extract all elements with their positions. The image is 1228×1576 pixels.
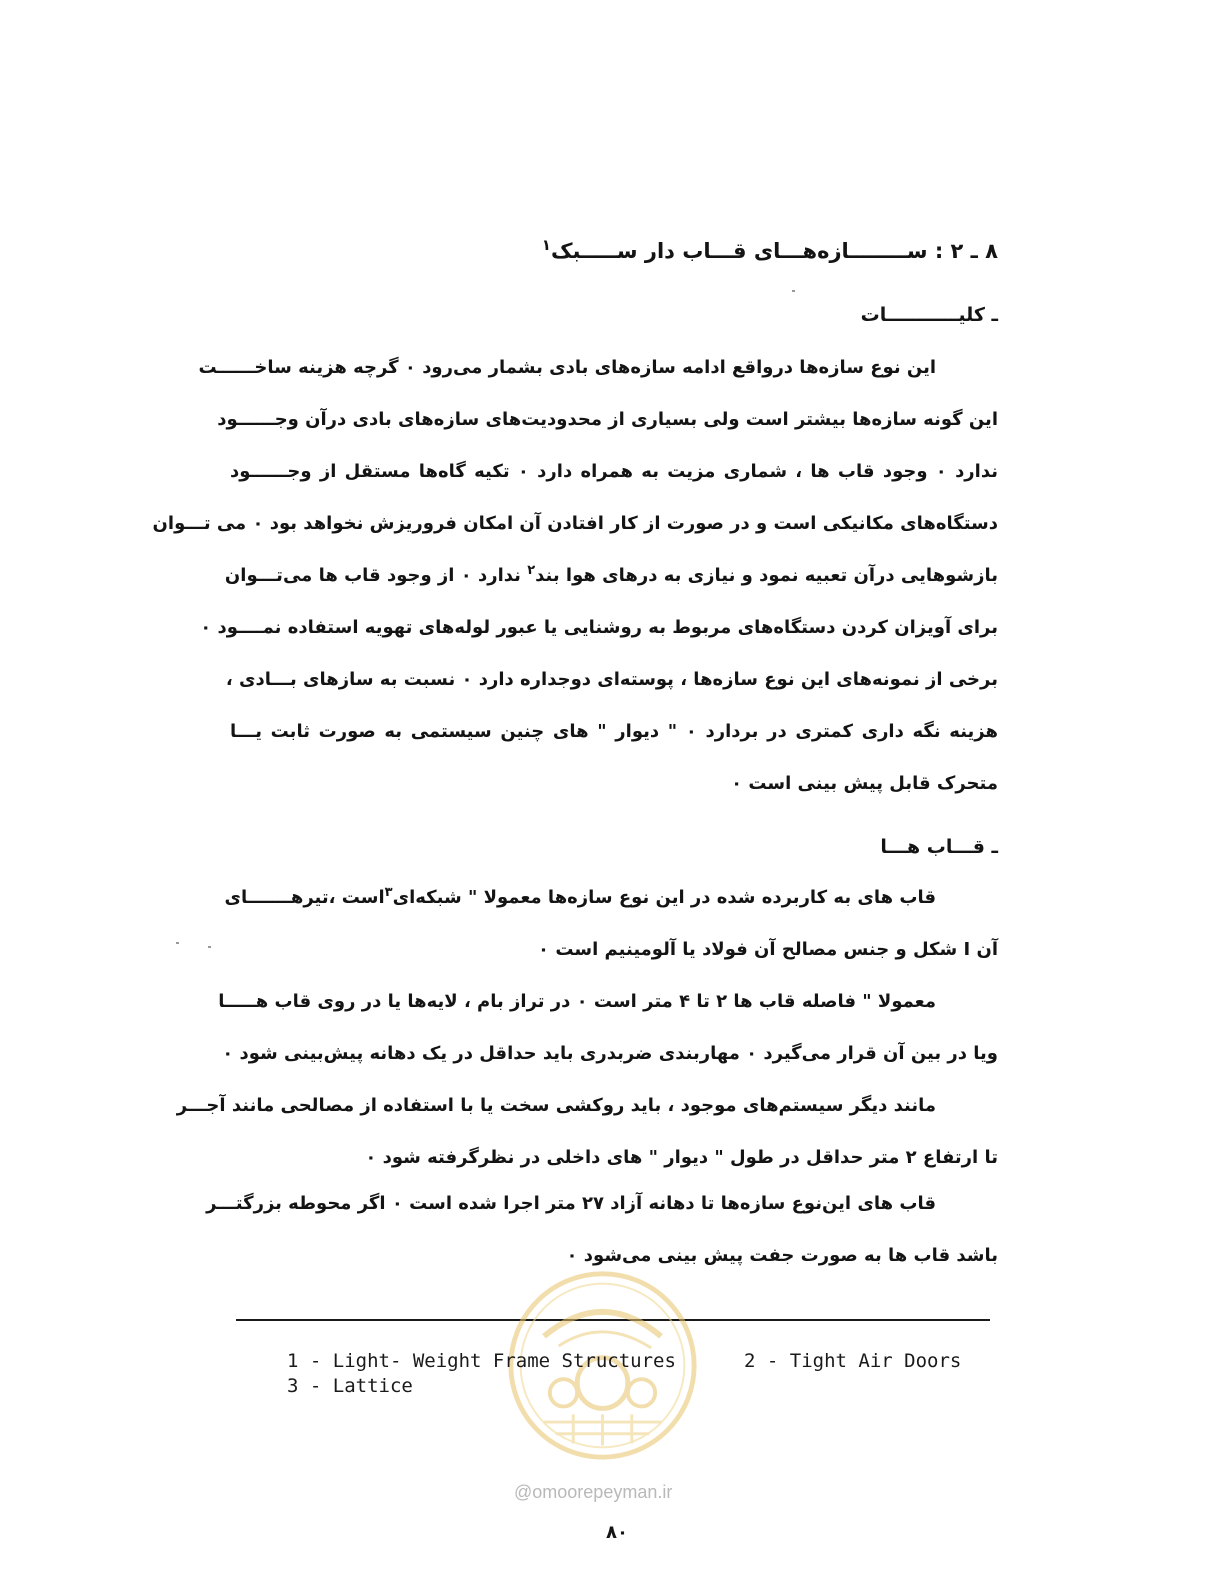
paragraph-line: برخی از نمونه‌های این نوع سازه‌ها ، پوسته‌ای دوجداره دارد ۰ نسبت به سازهای بـــادی ، bbox=[225, 669, 998, 690]
paragraph-line-part: بازشوهایی درآن تعبیه نمود و نیازی به درهای هوا بند bbox=[535, 565, 998, 586]
frames-paragraph-3 bbox=[176, 1080, 998, 1184]
frames-paragraph-1 bbox=[224, 872, 998, 976]
paragraph-line: این گونه سازه‌ها بیشتر است ولی بسیاری از محدودیت‌های سازه‌های بادی درآن وجــــــود bbox=[217, 409, 998, 430]
paragraph-line: هزینه نگه داری کمتری در بردارد ۰ " دیوار " های چنین سیستمی به صورت ثابت یـــا bbox=[230, 721, 998, 742]
paragraph-line: متحرک قابل پیش بینی است ۰ bbox=[731, 773, 998, 794]
paragraph-line: برای آویزان کردن دستگاه‌های مربوط به روشنایی یا عبور لوله‌های تهویه استفاده نمــــود ۰ bbox=[200, 617, 998, 638]
paragraph-line-part: ندارد ۰ از وجود قاب ها می‌تـــوان bbox=[224, 565, 521, 586]
general-section-title: ـ کلیـــــــــــات bbox=[860, 304, 998, 326]
paragraph-line-part: است ،تیرهـــــــای bbox=[224, 887, 385, 908]
scan-speck bbox=[792, 290, 795, 292]
paragraph-line: تا ارتفاع ۲ متر حداقل در طول " دیوار " های داخلی در نظرگرفته شود ۰ bbox=[365, 1147, 998, 1168]
footnote-ref-2: ۲ bbox=[527, 563, 536, 578]
paragraph-line: باشد قاب ها به صورت جفت پیش بینی می‌شود ۰ bbox=[566, 1245, 998, 1266]
paragraph-line: معمولا " فاصله قاب ها ۲ تا ۴ متر است ۰ در تراز بام ، لایه‌ها یا در روی قاب هـــــا bbox=[218, 991, 936, 1012]
footnote-1: 1 - Light- Weight Frame Structures bbox=[287, 1350, 676, 1372]
frames-paragraph-2 bbox=[218, 976, 998, 1080]
section-heading bbox=[218, 236, 998, 263]
paragraph-line-part: قاب های به کاربرده شده در این نوع سازه‌ها معمولا " شبکه‌ای bbox=[392, 887, 936, 908]
frames-paragraph-4 bbox=[206, 1178, 998, 1282]
section-heading-text: ۸ ـ ۲ : ســــــــازه‌هـــای قـــاب دار ســـــبک bbox=[550, 239, 998, 263]
scan-speck bbox=[208, 946, 211, 948]
general-paragraph bbox=[152, 342, 998, 810]
paragraph-line: دستگاه‌های مکانیکی است و در صورت از کار افتادن آن امکان فروریزش نخواهد بود ۰ می تـــوان bbox=[152, 513, 998, 534]
scan-speck bbox=[176, 942, 179, 944]
paragraph-line: این نوع سازه‌ها درواقع ادامه سازه‌های بادی بشمار می‌رود ۰ گرچه هزینه ساخــــــت bbox=[198, 357, 936, 378]
footnote-ref-3: ۳ bbox=[384, 885, 393, 900]
paragraph-line bbox=[224, 872, 998, 924]
paragraph-line: ندارد ۰ وجود قاب ها ، شماری مزیت به همراه دارد ۰ تکیه گاه‌ها مستقل از وجــــــود bbox=[230, 461, 998, 482]
page-number: ۸۰ bbox=[606, 1522, 628, 1543]
paragraph-line: ویا در بین آن قرار می‌گیرد ۰ مهاربندی ضربدری باید حداقل در یک دهانه پیش‌بینی شود ۰ bbox=[222, 1043, 998, 1064]
paragraph-line: آن I شکل و جنس مصالح آن فولاد یا آلومینیم است ۰ bbox=[538, 939, 998, 960]
paragraph-line bbox=[224, 550, 998, 602]
paragraph-line: مانند دیگر سیستم‌های موجود ، باید روکشی سخت یا با استفاده از مصالحی مانند آجـــر bbox=[176, 1095, 936, 1116]
paragraph-line: قاب های این‌نوع سازه‌ها تا دهانه آزاد ۲۷ متر اجرا شده است ۰ اگر محوطه بزرگتـــر bbox=[206, 1193, 936, 1214]
footnote-2: 2 - Tight Air Doors bbox=[744, 1350, 962, 1372]
footnote-ref-1: ۱ bbox=[541, 236, 551, 254]
watermark-site: @omoorepeyman.ir bbox=[514, 1482, 673, 1502]
frames-section-title: ـ قـــاب هـــا bbox=[880, 836, 998, 858]
footnote-3: 3 - Lattice bbox=[287, 1375, 413, 1397]
